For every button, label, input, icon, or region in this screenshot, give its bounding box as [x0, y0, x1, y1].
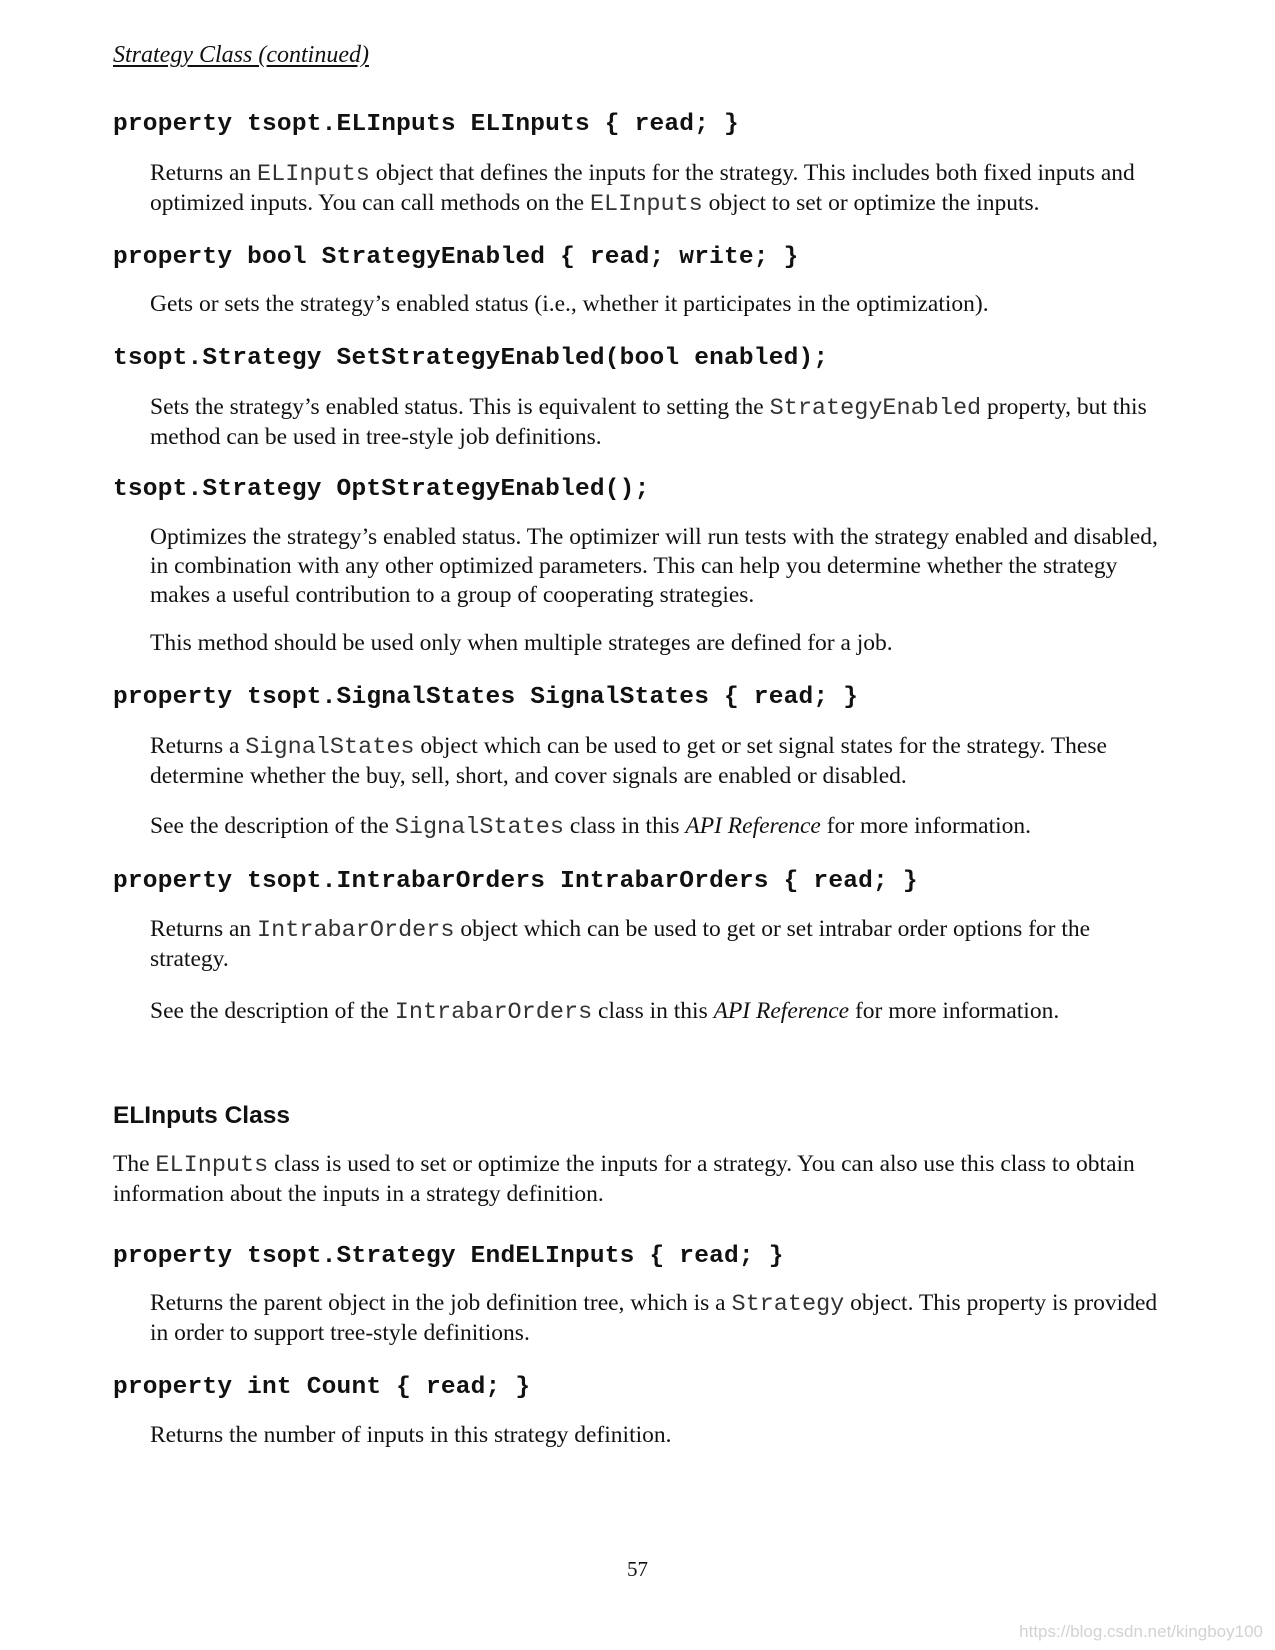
page-number: 57 — [627, 1557, 648, 1581]
text-run: Returns an — [150, 160, 258, 186]
code-term: ELInputs — [155, 1152, 269, 1179]
text-run: See the description of the — [150, 813, 395, 839]
member-signature-signalstates: property tsopt.SignalStates SignalStates { read; } — [113, 684, 859, 711]
text-run: for more information. — [849, 998, 1060, 1024]
member-description-note: This method should be used only when multiple strateges are defined for a job. — [150, 630, 893, 656]
text-run: Returns the parent object in the job definition tree, which is a — [150, 1290, 732, 1316]
section-heading-elinputs-class: ELInputs Class — [113, 1102, 290, 1129]
member-signature-endelinputs: property tsopt.Strategy EndELInputs { read; } — [113, 1243, 784, 1270]
text-run: property, but this method can be used in tree-style job definitions. — [150, 394, 1147, 450]
code-term: ELInputs — [589, 191, 703, 218]
member-signature-optstrategyenabled: tsopt.Strategy OptStrategyEnabled(); — [113, 476, 650, 503]
text-run: object which can be used to get or set signal states for the strategy. These determine whether the buy, sell, short, and cover signals are enabled or disabled. — [150, 733, 1107, 789]
member-description — [150, 159, 1170, 219]
code-term: IntrabarOrders — [257, 917, 455, 944]
member-description — [150, 915, 1170, 974]
member-description: Returns the number of inputs in this strategy definition. — [150, 1422, 672, 1448]
member-description: Optimizes the strategy’s enabled status. The optimizer will run tests with the strategy enabled and disabled, in combination with any other optimized parameters. This can help you determine whether the strategy makes a useful contribution to a group of cooperating strategies. — [150, 524, 1158, 608]
text-run: Returns an — [150, 916, 258, 942]
text-run: class in this — [563, 813, 686, 839]
text-run: class is used to set or optimize the inputs for a strategy. You can also use this class to obtain information about the inputs in a strategy definition. — [113, 1151, 1135, 1207]
text-run: object that defines the inputs for the strategy. This includes both fixed inputs and optimized inputs. You can call methods on the — [150, 160, 1135, 216]
running-header: Strategy Class (continued) — [113, 42, 369, 68]
code-term: ELInputs — [257, 161, 370, 188]
text-run: for more information. — [820, 813, 1032, 839]
member-description — [150, 393, 1170, 452]
text-run: object to set or optimize the inputs. — [702, 190, 1040, 216]
member-signature-count: property int Count { read; } — [113, 1374, 531, 1401]
code-term: IntrabarOrders — [394, 999, 593, 1026]
member-signature-intrabarorders: property tsopt.IntrabarOrders IntrabarOrders { read; } — [113, 868, 918, 895]
text-run: object which can be used to get or set intrabar order options for the strategy. — [150, 916, 1091, 972]
text-run: The — [113, 1151, 156, 1177]
text-run: class in this — [592, 998, 714, 1024]
text-run: Returns a — [150, 733, 246, 759]
code-term: StrategyEnabled — [769, 395, 982, 422]
reference-title: API Reference — [685, 813, 821, 839]
member-signature-elinputs: property tsopt.ELInputs ELInputs { read; } — [113, 111, 739, 138]
watermark: https://blog.csdn.net/kingboy100 — [1019, 1622, 1263, 1641]
member-description — [150, 732, 1170, 791]
code-term: SignalStates — [245, 734, 415, 761]
code-term: SignalStates — [394, 814, 564, 841]
member-description-see-also — [150, 997, 1170, 1027]
member-signature-setstrategyenabled: tsopt.Strategy SetStrategyEnabled(bool enabled); — [113, 345, 829, 372]
reference-title: API Reference — [713, 998, 850, 1024]
member-signature-strategyenabled: property bool StrategyEnabled { read; write; } — [113, 244, 799, 271]
code-term: Strategy — [731, 1291, 845, 1318]
member-description-see-also — [150, 812, 1170, 842]
text-run: See the description of the — [150, 998, 395, 1024]
text-run: Sets the strategy’s enabled status. This is equivalent to setting the — [150, 394, 770, 420]
section-intro — [113, 1150, 1173, 1209]
member-description — [150, 1289, 1170, 1348]
member-description: Gets or sets the strategy’s enabled status (i.e., whether it participates in the optimization). — [150, 291, 989, 317]
text-run: object. This property is provided in order to support tree-style definitions. — [150, 1290, 1158, 1346]
